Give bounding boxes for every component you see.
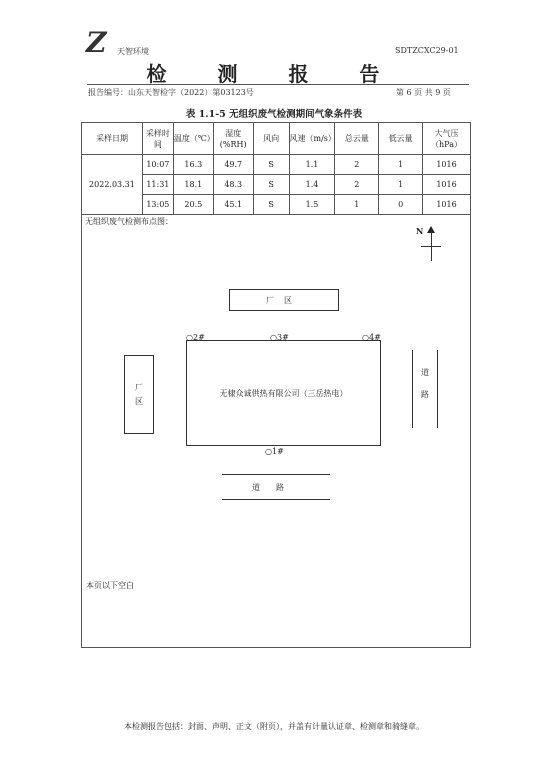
- time-cell: 11:31: [142, 175, 173, 195]
- low-cloud-cell: 1: [379, 175, 423, 195]
- monitoring-point-3: ○3#: [270, 333, 289, 342]
- header-cell-low-cloud: 低云量: [379, 123, 423, 155]
- monitoring-point-2: ○2#: [186, 333, 205, 342]
- company-name: 天智环境: [117, 47, 149, 56]
- low-cloud-cell: 0: [379, 195, 423, 215]
- table-row: [82, 155, 471, 175]
- humidity-cell: 45.1: [213, 195, 253, 215]
- temp-cell: 20.5: [173, 195, 213, 215]
- road-right-char-2: 路: [421, 390, 429, 399]
- monitoring-point-1: ○1#: [265, 447, 284, 456]
- header-cell-wind-speed: 风速（m/s）: [289, 123, 335, 155]
- wind-dir-cell: S: [253, 175, 289, 195]
- header-cell-pressure: 大气压（hPa）: [423, 123, 471, 155]
- monitoring-point-4: ○4#: [362, 333, 381, 342]
- plant-area-top: 厂区: [229, 289, 339, 311]
- header-cell-total-cloud: 总云量: [335, 123, 379, 155]
- weather-table: [81, 122, 471, 215]
- header-cell-time: 采样时间: [142, 123, 173, 155]
- plant-area-left: [124, 355, 154, 434]
- report-number: 报告编号：山东天智检字（2022）第03123号: [88, 88, 254, 97]
- wind-dir-cell: S: [253, 155, 289, 175]
- road-bottom-label: 道路: [252, 483, 300, 492]
- road-bottom-line: [222, 474, 330, 475]
- header-cell-date: 采样日期: [82, 123, 143, 155]
- table-header-row: [82, 123, 471, 155]
- wind-dir-cell: S: [253, 195, 289, 215]
- header-cell-wind-dir: 风向: [253, 123, 289, 155]
- wind-speed-cell: 1.1: [289, 155, 335, 175]
- document-code: SDTZCXC29-01: [395, 46, 459, 55]
- time-cell: 10:07: [142, 155, 173, 175]
- main-building: 无棣众诚供热有限公司（三岳热电）: [186, 340, 381, 446]
- road-right-line: [412, 350, 413, 428]
- date-cell: 2022.03.31: [82, 155, 143, 215]
- page-number: 第 6 页 共 9 页: [396, 88, 451, 97]
- time-cell: 13:05: [142, 195, 173, 215]
- humidity-cell: 48.3: [213, 175, 253, 195]
- blank-note: 本页以下空白: [86, 581, 134, 590]
- road-bottom-line: [222, 499, 330, 500]
- total-cloud-cell: 1: [335, 195, 379, 215]
- header-cell-temp: 温度（℃）: [173, 123, 213, 155]
- header-cell-humidity: 湿度(%RH): [213, 123, 253, 155]
- company-logo: Z: [86, 26, 107, 59]
- road-right-line: [437, 350, 438, 428]
- road-right-char-1: 道: [421, 368, 429, 377]
- map-caption: 无组织废气检测布点图：: [85, 217, 173, 226]
- pressure-cell: 1016: [423, 175, 471, 195]
- road-right-label: [418, 362, 432, 406]
- plant-left-char-1: 厂: [135, 382, 143, 392]
- total-cloud-cell: 2: [335, 175, 379, 195]
- humidity-cell: 49.7: [213, 155, 253, 175]
- plant-left-char-2: 区: [135, 396, 143, 406]
- north-label: N: [416, 226, 424, 236]
- page-title: 检 测 报 告: [146, 62, 402, 86]
- pressure-cell: 1016: [423, 155, 471, 175]
- compass-horizontal-line: [421, 246, 441, 247]
- temp-cell: 16.3: [173, 155, 213, 175]
- wind-speed-cell: 1.5: [289, 195, 335, 215]
- low-cloud-cell: 1: [379, 155, 423, 175]
- wind-speed-cell: 1.4: [289, 175, 335, 195]
- footer-note: 本检测报告包括：封面、声明、正文（附页），并盖有计量认证章、检测章和骑缝章。: [124, 722, 424, 731]
- total-cloud-cell: 2: [335, 155, 379, 175]
- header-divider: [87, 84, 469, 85]
- pressure-cell: 1016: [423, 195, 471, 215]
- table-title: 表 1.1-5 无组织废气检测期间气象条件表: [185, 109, 363, 120]
- temp-cell: 18.1: [173, 175, 213, 195]
